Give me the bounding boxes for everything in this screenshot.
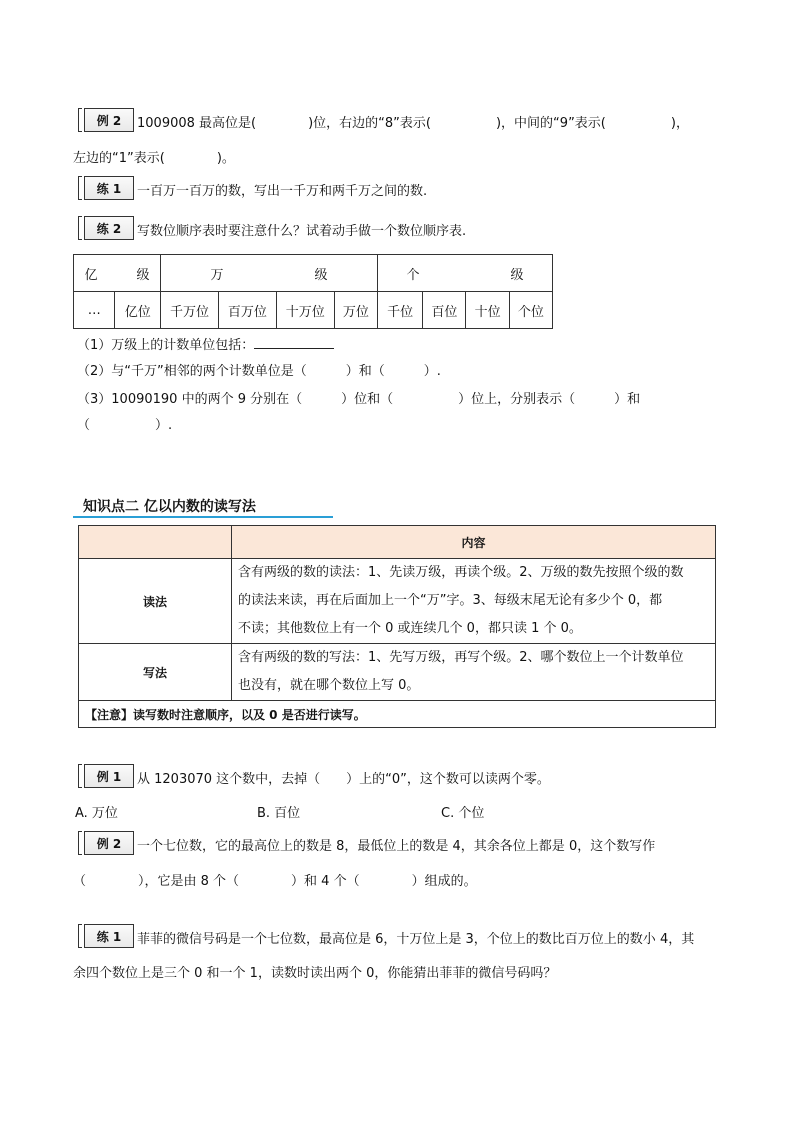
write-label: 写法 [79, 644, 232, 701]
practice-1b-tag [84, 924, 134, 948]
example-1-tag [84, 764, 134, 788]
question-1-text: （1）万级上的计数单位包括： [77, 338, 255, 353]
header-empty-cell [79, 526, 232, 559]
place-cell: … [74, 292, 115, 329]
practice-1-tag-label: 练 1 [96, 181, 122, 196]
read-line: 不读；其他数位上有一个 0 或连续几个 0，都只读 1 个 0。 [238, 621, 582, 636]
answer-blank[interactable] [254, 336, 334, 349]
read-line: 含有两级的数的读法：1、先读万级，再读个级。2、万级的数先按照个级的数 [238, 565, 684, 580]
header-content: 内容 [232, 526, 716, 559]
place-cell: 万位 [334, 292, 377, 329]
example-2b-tag [84, 831, 134, 855]
place-cell: 个位 [509, 292, 552, 329]
example-2-text: 1009008 最高位是( )位，右边的“8”表示( )，中间的“9”表示( )， [137, 116, 689, 131]
group-wan: 万 级 [161, 255, 378, 292]
example-2b-text: 一个七位数，它的最高位上的数是 8，最低位上的数是 4，其余各位上都是 0，这个数写作 [137, 839, 656, 854]
example-2b-tag-label: 例 2 [96, 836, 122, 851]
example-1-text: 从 1203070 这个数中，去掉（ ）上的“0”，这个数可以读两个零。 [137, 772, 550, 787]
place-cell: 十万位 [276, 292, 334, 329]
question-2: （2）与“千万”相邻的两个计数单位是（ ）和（ ）. [77, 364, 441, 379]
read-label: 读法 [79, 559, 232, 644]
place-cell: 亿位 [115, 292, 161, 329]
question-3-cont: （ ）. [77, 418, 173, 433]
group-yi: 亿 级 [74, 255, 161, 292]
example-2-tag-label: 例 2 [96, 113, 122, 128]
practice-2-text: 写数位顺序表时要注意什么？试着动手做一个数位顺序表. [137, 224, 467, 239]
practice-1b-text-cont: 余四个数位上是三个 0 和一个 1，读数时读出两个 0，你能猜出菲菲的微信号码吗？ [73, 966, 557, 981]
section-underline [73, 516, 333, 518]
place-cell: 千万位 [161, 292, 219, 329]
read-line: 的读法来读，再在后面加上一个“万”字。3、每级末尾无论有多少个 0，都 [238, 593, 663, 608]
write-line: 也没有，就在哪个数位上写 0。 [238, 678, 420, 693]
example-2-tag [84, 108, 134, 132]
practice-1-tag [84, 176, 134, 200]
section-title: 知识点二 亿以内数的读写法 [83, 499, 256, 515]
place-cell: 百位 [423, 292, 466, 329]
practice-1b-text: 菲菲的微信号码是一个七位数，最高位是 6，十万位上是 3，个位上的数比百万位上的数小 4，其 [137, 932, 695, 947]
option-b[interactable]: B. 百位 [257, 806, 301, 821]
place-cell: 百万位 [218, 292, 276, 329]
practice-2-tag [84, 216, 134, 240]
practice-1-text: 一百万一百万的数，写出一千万和两千万之间的数. [137, 184, 428, 199]
place-value-table [73, 254, 553, 329]
read-rules [232, 559, 716, 644]
question-3: （3）10090190 中的两个 9 分别在（ ）位和（ ）位上，分别表示（ ）和 [77, 392, 641, 407]
example-2b-text-cont: （ ），它是由 8 个（ ）和 4 个（ ）组成的。 [73, 874, 477, 889]
note-row: 【注意】读写数时注意顺序，以及 0 是否进行读写。 [79, 701, 716, 728]
knowledge-table [78, 525, 716, 728]
option-c[interactable]: C. 个位 [441, 806, 485, 821]
option-a[interactable]: A. 万位 [75, 806, 118, 821]
group-ge: 个 级 [378, 255, 553, 292]
write-line: 含有两级的数的写法：1、先写万级，再写个级。2、哪个数位上一个计数单位 [238, 650, 684, 665]
practice-1b-tag-label: 练 1 [96, 929, 122, 944]
place-cell: 千位 [378, 292, 423, 329]
place-cell: 十位 [466, 292, 509, 329]
write-rules [232, 644, 716, 701]
question-1 [77, 334, 334, 353]
example-1-tag-label: 例 1 [96, 769, 122, 784]
practice-2-tag-label: 练 2 [96, 221, 122, 236]
example-2-text-cont: 左边的“1”表示( )。 [73, 151, 235, 166]
